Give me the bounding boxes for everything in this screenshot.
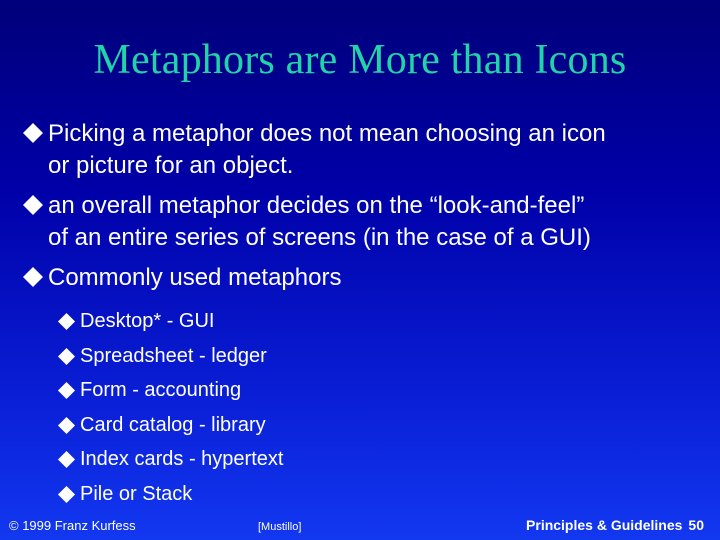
diamond-bullet-icon: [22, 266, 44, 288]
footer-section: [520, 517, 704, 533]
diamond-bullet-icon: [57, 450, 76, 469]
bullet-text-line: Commonly used metaphors: [48, 264, 342, 291]
footer-source: [Mustillo]: [258, 521, 302, 533]
diamond-bullet-icon: [57, 312, 76, 331]
diamond-bullet-icon: [22, 122, 44, 144]
sub-bullet-text: Index cards - hypertext: [80, 448, 284, 471]
footer-copyright: © 1999 Franz Kurfess: [9, 518, 136, 533]
sub-bullet-text: Card catalog - library: [80, 413, 266, 436]
sub-bullet-item: [57, 412, 283, 438]
bullet-item: [22, 190, 712, 254]
bullet-text-line: an overall metaphor decides on the “look-and-feel”: [48, 192, 585, 219]
diamond-bullet-icon: [22, 194, 44, 216]
diamond-bullet-icon: [57, 381, 76, 400]
sub-bullet-text: Desktop* - GUI: [80, 310, 215, 332]
sub-bullet-item: [57, 377, 283, 403]
bullet-item: [22, 262, 712, 294]
sub-bullet-text: Form - accounting: [80, 379, 242, 402]
sub-bullet-text: Spreadsheet - ledger: [80, 344, 267, 367]
diamond-bullet-icon: [57, 347, 76, 366]
sub-bullet-item: [57, 343, 283, 369]
sub-bullet-item: [57, 446, 283, 472]
main-bullet-list: [22, 118, 712, 302]
sub-bullet-list: [57, 308, 283, 516]
sub-bullet-item: [57, 481, 283, 507]
footer-section-title: Principles & Guidelines: [526, 517, 683, 533]
bullet-item: [22, 118, 712, 182]
sub-bullet-text: Pile or Stack: [80, 482, 193, 505]
bullet-text-line: of an entire series of screens (in the case of a GUI): [48, 224, 591, 251]
slide-title: Metaphors are More than Icons: [93, 37, 627, 83]
sub-bullet-item: [57, 308, 283, 334]
bullet-text-line: or picture for an object.: [48, 152, 294, 179]
page-number: 50: [688, 517, 704, 533]
diamond-bullet-icon: [57, 485, 76, 504]
bullet-text-line: Picking a metaphor does not mean choosing an icon: [48, 120, 606, 147]
diamond-bullet-icon: [57, 416, 76, 435]
